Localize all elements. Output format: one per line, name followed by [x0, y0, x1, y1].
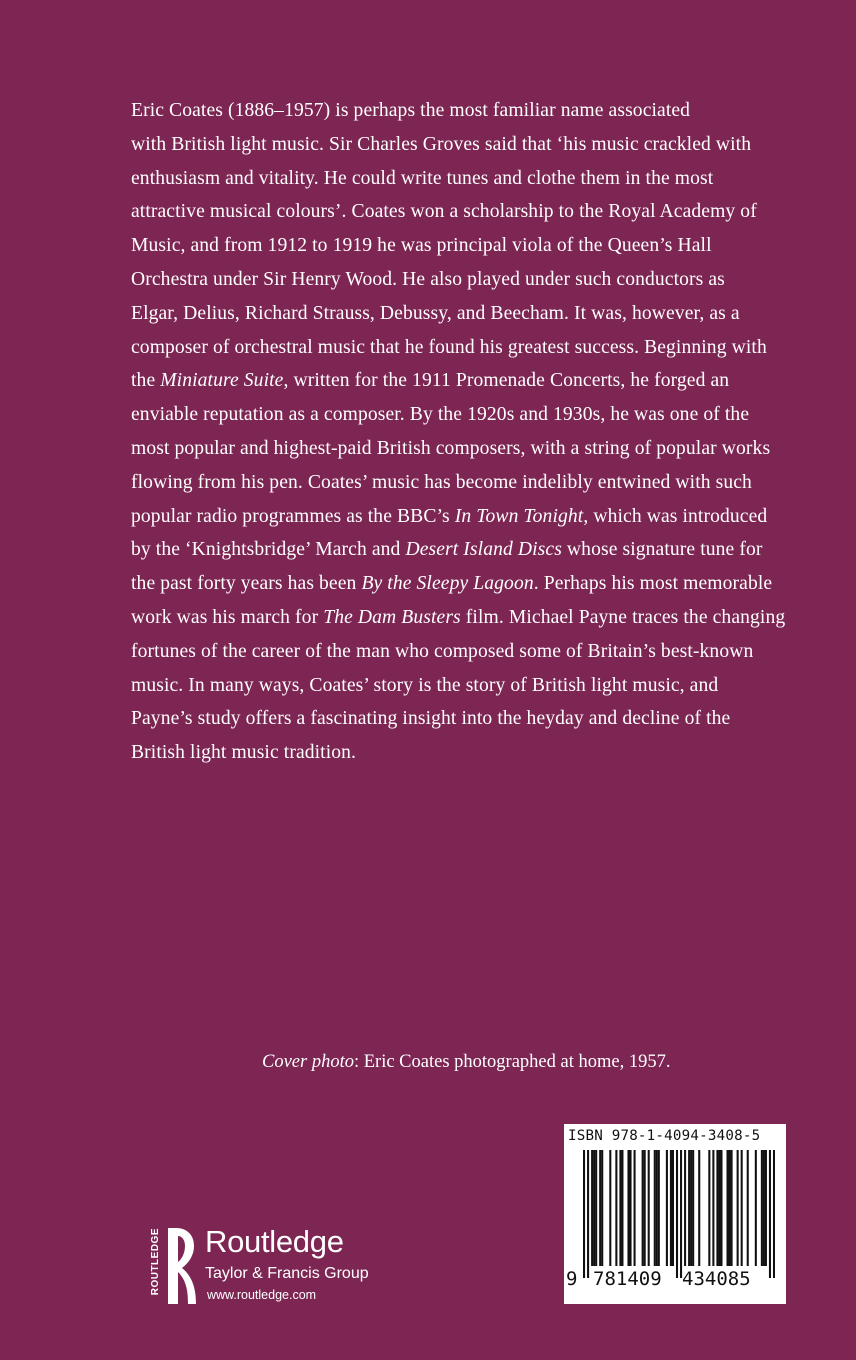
- barcode-bar: [676, 1150, 678, 1278]
- barcode-bar: [634, 1150, 636, 1266]
- barcode-digits: [565, 1268, 783, 1298]
- blurb-segment: popular radio programmes as the BBC’s: [131, 505, 455, 527]
- blurb-line: [131, 162, 791, 196]
- barcode-bar: [741, 1150, 743, 1266]
- blurb-segment: , which was introduced: [583, 505, 768, 527]
- blurb-segment: , written for the 1911 Promenade Concerts, he forged an: [283, 370, 730, 392]
- blurb-italic-title: In Town Tonight: [454, 505, 584, 527]
- barcode-bar: [763, 1150, 765, 1266]
- barcode-bar: [729, 1150, 731, 1266]
- barcode-digits-left: 781409: [593, 1268, 662, 1290]
- blurb-line: [131, 229, 791, 263]
- cover-photo-caption: : Eric Coates photographed at home, 1957.: [353, 1052, 671, 1072]
- barcode-bar: [593, 1150, 595, 1266]
- blurb-segment: Eric Coates (1886–1957) is perhaps the most familiar name associated: [131, 100, 691, 121]
- isbn-label: ISBN 978-1-4094-3408-5: [568, 1128, 761, 1144]
- barcode-bar: [621, 1150, 623, 1266]
- barcode-bar: [761, 1150, 763, 1266]
- publisher-group: Taylor & Francis Group: [205, 1265, 369, 1282]
- blurb-line: [131, 432, 791, 466]
- blurb-line: [131, 128, 791, 162]
- blurb-segment: the: [131, 370, 161, 392]
- barcode-bar: [587, 1150, 589, 1278]
- barcode-bar: [615, 1150, 617, 1266]
- barcode-bar: [769, 1150, 771, 1278]
- cover-photo-credit: [262, 1052, 670, 1073]
- barcode-bar: [609, 1150, 611, 1266]
- barcode-bar: [716, 1150, 718, 1266]
- barcode-bar: [688, 1150, 690, 1266]
- barcode-digit-prefix: 9: [566, 1268, 578, 1290]
- blurb-segment: enviable reputation as a composer. By the 1920s and 1930s, he was one of the: [131, 404, 750, 426]
- publisher-url: www.routledge.com: [207, 1288, 317, 1302]
- blurb-segment: film. Michael Payne traces the changing: [460, 606, 786, 628]
- blurb-italic-title: By the Sleepy Lagoon: [361, 573, 534, 595]
- barcode-bar: [644, 1150, 646, 1266]
- blurb-italic-title: The Dam Busters: [323, 606, 461, 628]
- blurb-line: [131, 567, 791, 601]
- barcode-bar: [670, 1150, 672, 1266]
- blurb-segment: enthusiasm and vitality. He could write tunes and clothe them in the most: [131, 167, 714, 189]
- blurb-segment: composer of orchestral music that he found his greatest success. Beginning with: [131, 336, 767, 358]
- barcode-bar: [720, 1150, 722, 1266]
- blurb-line: [131, 635, 791, 669]
- barcode-bar: [642, 1150, 644, 1266]
- barcode-bar: [765, 1150, 767, 1266]
- barcode-bar: [599, 1150, 601, 1266]
- blurb-line: [131, 297, 791, 331]
- barcode-bar: [698, 1150, 700, 1266]
- blurb-line: [131, 94, 791, 128]
- blurb-line: [131, 702, 791, 736]
- barcode-bar: [680, 1150, 682, 1278]
- publisher-name: Routledge: [205, 1224, 344, 1259]
- blurb-line: [131, 263, 791, 297]
- barcode-bar: [718, 1150, 720, 1266]
- blurb-line: [131, 331, 791, 365]
- barcode-bar: [591, 1150, 593, 1266]
- blurb-segment: most popular and highest-paid British composers, with a string of popular works: [131, 437, 771, 459]
- barcode-bar: [755, 1150, 757, 1266]
- barcode-bar: [773, 1150, 775, 1278]
- blurb-segment: Payne’s study offers a fascinating insight into the heyday and decline of the: [131, 708, 731, 730]
- blurb-segment: attractive musical colours’. Coates won a scholarship to the Royal Academy of: [131, 201, 757, 223]
- barcode-bar: [737, 1150, 739, 1266]
- blurb-segment: the past forty years has been: [131, 573, 362, 595]
- barcode-bar: [712, 1150, 714, 1266]
- barcode-bar: [629, 1150, 631, 1266]
- blurb-segment: by the ‘Knightsbridge’ March and: [131, 539, 406, 561]
- blurb-line: [131, 466, 791, 500]
- barcode-bar: [731, 1150, 733, 1266]
- cover-photo-label: Cover photo: [262, 1052, 354, 1072]
- barcode-bar: [658, 1150, 660, 1266]
- blurb-segment: . Perhaps his most memorable: [533, 573, 773, 595]
- blurb-segment: Music, and from 1912 to 1919 he was principal viola of the Queen’s Hall: [131, 235, 712, 257]
- blurb-segment: Elgar, Delius, Richard Strauss, Debussy, and Beecham. It was, however, as a: [131, 302, 740, 324]
- blurb-segment: flowing from his pen. Coates’ music has become indelibly entwined with such: [131, 471, 752, 493]
- blurb-segment: with British light music. Sir Charles Groves said that ‘his music crackled with: [131, 133, 752, 155]
- barcode-bar: [601, 1150, 603, 1266]
- blurb-segment: Orchestra under Sir Henry Wood. He also played under such conductors as: [131, 268, 725, 290]
- barcode-bar: [672, 1150, 674, 1266]
- barcode-bar: [708, 1150, 710, 1266]
- blurb-line: [131, 195, 791, 229]
- blurb-text: [131, 94, 791, 770]
- blurb-segment: fortunes of the career of the man who composed some of Britain’s best-known: [131, 640, 754, 662]
- blurb-line: [131, 398, 791, 432]
- barcode-bar: [690, 1150, 692, 1266]
- routledge-vertical-mark: ROUTLEDGE: [150, 1228, 161, 1296]
- barcode-bar: [684, 1150, 686, 1266]
- barcode-bar: [656, 1150, 658, 1266]
- barcode-bar: [692, 1150, 694, 1266]
- blurb-segment: music. In many ways, Coates’ story is the story of British light music, and: [131, 674, 719, 696]
- barcode-bar: [619, 1150, 621, 1266]
- blurb-line: [131, 601, 791, 635]
- barcode-bar: [627, 1150, 629, 1266]
- blurb-line: [131, 736, 791, 770]
- blurb-italic-title: Desert Island Discs: [405, 539, 562, 561]
- barcode-bar: [583, 1150, 585, 1278]
- barcode-bar: [654, 1150, 656, 1266]
- blurb-line: [131, 669, 791, 703]
- blurb-italic-title: Miniature Suite: [160, 370, 284, 392]
- blurb-line: [131, 364, 791, 398]
- blurb-segment: work was his march for: [131, 606, 324, 628]
- barcode-icon: [583, 1150, 775, 1278]
- publisher-logo: [148, 1222, 428, 1312]
- barcode-bar: [595, 1150, 597, 1266]
- barcode-bar: [747, 1150, 749, 1266]
- barcode-bar: [666, 1150, 668, 1266]
- blurb-segment: British light music tradition.: [131, 742, 357, 764]
- blurb-segment: whose signature tune for: [561, 539, 763, 561]
- barcode-bar: [648, 1150, 650, 1266]
- barcode-digits-right: 434085: [682, 1268, 751, 1290]
- barcode-bar: [726, 1150, 728, 1266]
- blurb-line: [131, 533, 791, 567]
- blurb-line: [131, 500, 791, 534]
